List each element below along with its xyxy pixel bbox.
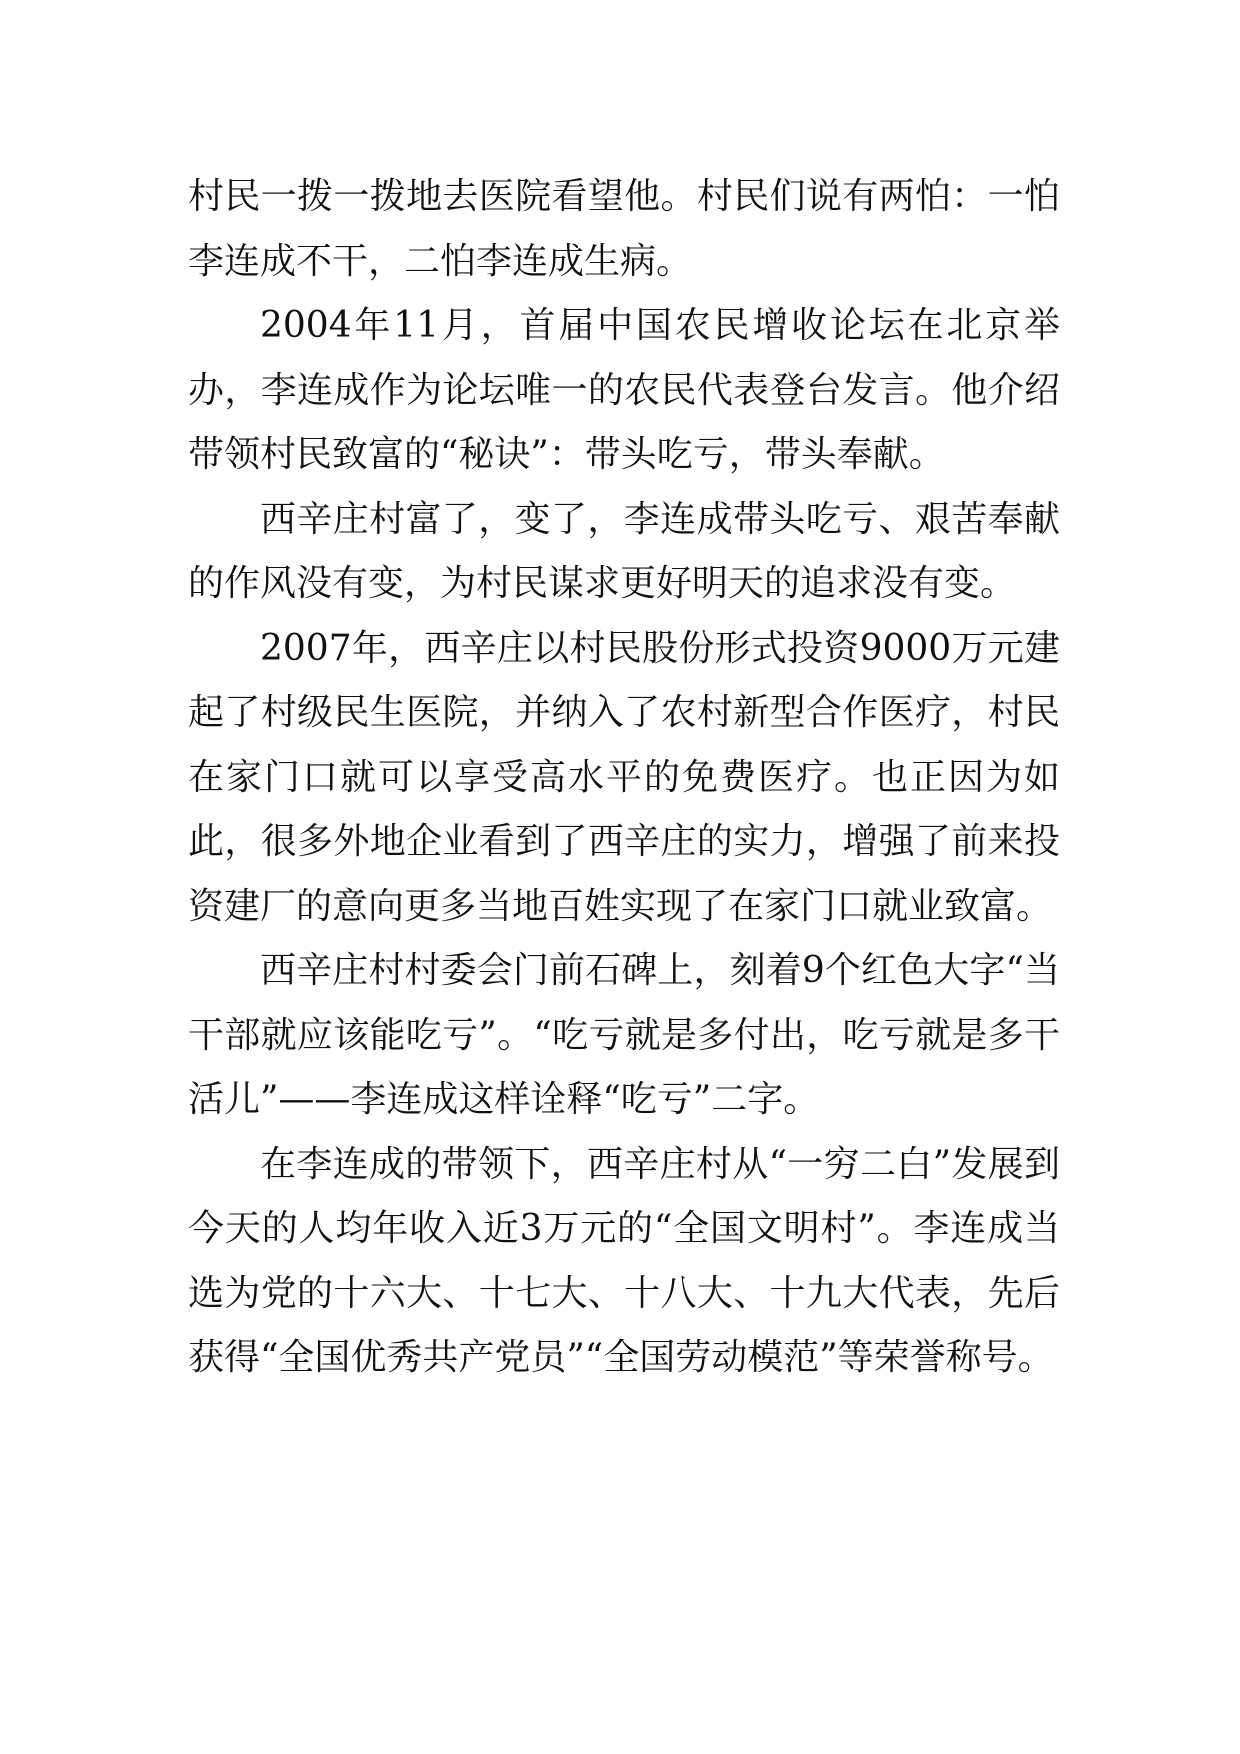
paragraph-stone-tablet: 西辛庄村村委会门前石碑上，刻着9个红色大字“当干部就应该能吃亏”。“吃亏就是多付出，吃亏就是多干活儿”——李连成这样诠释“吃亏”二字。 bbox=[188, 950, 1060, 1120]
paragraph-honors: 在李连成的带领下，西辛庄村从“一穷二白”发展到今天的人均年收入近3万元的“全国文明村”。李连成当选为党的十六大、十七大、十八大、十九大代表，先后获得“全国优秀共产党员”“全国劳动模范”等荣誉称号。 bbox=[188, 1143, 1060, 1378]
paragraph-style: 西辛庄村富了，变了，李连成带头吃亏、艰苦奉献的作风没有变，为村民谋求更好明天的追求没有变。 bbox=[188, 498, 1060, 604]
paragraph-hospital: 2007年，西辛庄以村民股份形式投资9000万元建起了村级民生医院，并纳入了农村新型合作医疗，村民在家门口就可以享受高水平的免费医疗。也正因为如此，很多外地企业看到了西辛庄的实力，增强了前来投资建厂的意向更多当地百姓实现了在家门口就业致富。 bbox=[188, 627, 1060, 927]
paragraph-forum: 2004年11月，首届中国农民增收论坛在北京举办，李连成作为论坛唯一的农民代表登台发言。他介绍带领村民致富的“秘诀”：带头吃亏，带头奉献。 bbox=[188, 305, 1060, 475]
article-body bbox=[188, 165, 1060, 1391]
paragraph-continuation: 村民一拨一拨地去医院看望他。村民们说有两怕：一怕李连成不干，二怕李连成生病。 bbox=[188, 176, 1060, 282]
